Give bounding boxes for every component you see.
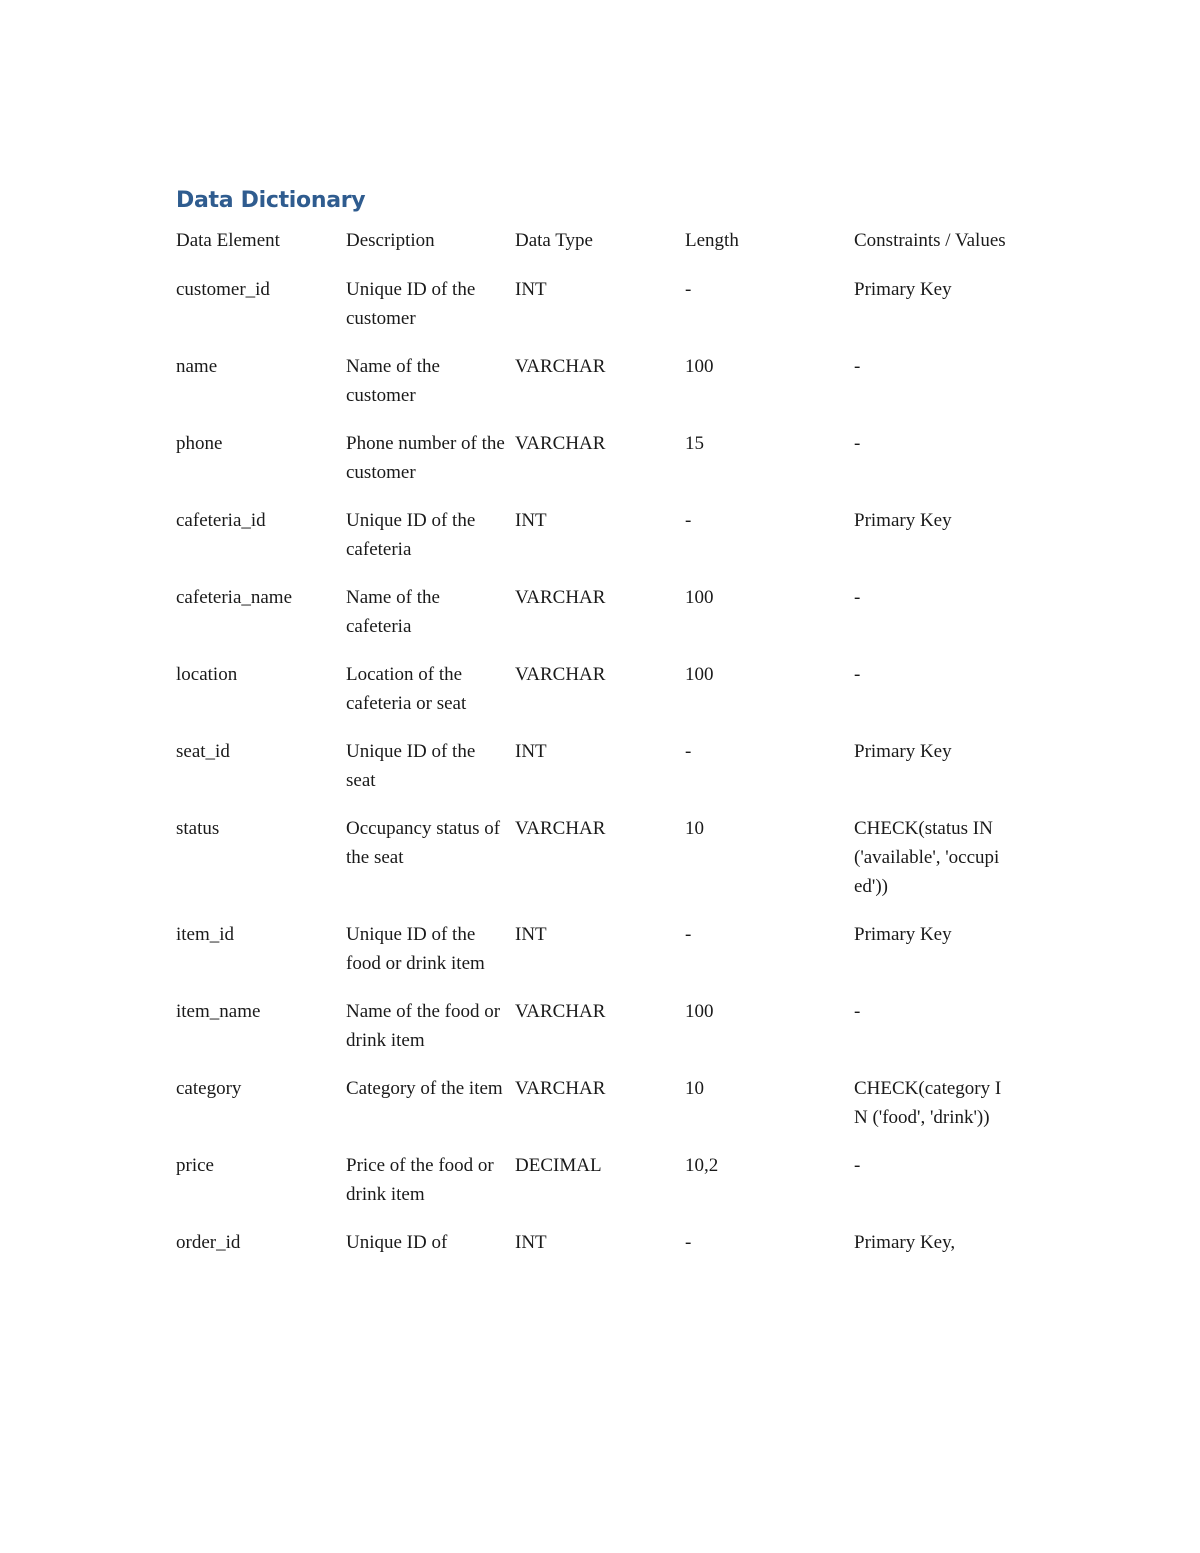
cell-data-type: VARCHAR bbox=[515, 1078, 606, 1099]
cell-description: Occupancy status of the seat bbox=[346, 818, 501, 868]
cell-data-type: INT bbox=[515, 1232, 547, 1253]
cell-data-element: phone bbox=[176, 433, 223, 454]
cell-data-element: cafeteria_id bbox=[176, 510, 266, 531]
cell-description: Unique ID of the cafeteria bbox=[346, 510, 476, 560]
table-row bbox=[176, 352, 1036, 410]
cell-data-type: INT bbox=[515, 924, 547, 945]
cell-data-type: INT bbox=[515, 279, 547, 300]
cell-data-element: customer_id bbox=[176, 279, 270, 300]
table-row bbox=[176, 737, 1036, 795]
cell-length: - bbox=[685, 1232, 692, 1253]
cell-length: 100 bbox=[685, 356, 714, 377]
cell-constraints: CHECK(status IN ('available', 'occupied')) bbox=[854, 818, 1000, 897]
cell-length: 10 bbox=[685, 1078, 704, 1099]
cell-constraints: Primary Key bbox=[854, 741, 952, 762]
cell-description: Unique ID of the food or drink item bbox=[346, 924, 485, 974]
cell-length: 100 bbox=[685, 1001, 714, 1022]
cell-data-element: item_id bbox=[176, 924, 235, 945]
cell-constraints: Primary Key bbox=[854, 924, 952, 945]
table-row bbox=[176, 1151, 1036, 1209]
cell-data-type: VARCHAR bbox=[515, 433, 606, 454]
table-row bbox=[176, 814, 1036, 901]
header-description: Description bbox=[346, 230, 435, 251]
cell-description: Unique ID of the seat bbox=[346, 741, 476, 791]
cell-constraints: Primary Key, bbox=[854, 1232, 956, 1253]
table-row bbox=[176, 920, 1036, 978]
cell-description: Unique ID of the customer bbox=[346, 279, 476, 329]
cell-data-type: DECIMAL bbox=[515, 1155, 602, 1176]
cell-length: - bbox=[685, 924, 692, 945]
cell-data-element: name bbox=[176, 356, 218, 377]
cell-length: 10 bbox=[685, 818, 704, 839]
table-row bbox=[176, 1228, 1036, 1257]
cell-length: 15 bbox=[685, 433, 704, 454]
cell-length: - bbox=[685, 741, 692, 762]
table-row bbox=[176, 275, 1036, 333]
cell-data-type: INT bbox=[515, 510, 547, 531]
cell-constraints: - bbox=[854, 1001, 861, 1022]
cell-data-type: INT bbox=[515, 741, 547, 762]
section-heading: Data Dictionary bbox=[176, 188, 366, 213]
cell-constraints: Primary Key bbox=[854, 510, 952, 531]
cell-data-element: item_name bbox=[176, 1001, 261, 1022]
cell-constraints: - bbox=[854, 587, 861, 608]
cell-data-type: VARCHAR bbox=[515, 664, 606, 685]
cell-constraints: Primary Key bbox=[854, 279, 952, 300]
cell-constraints: - bbox=[854, 433, 861, 454]
table-row bbox=[176, 997, 1036, 1055]
cell-data-element: location bbox=[176, 664, 238, 685]
cell-constraints: CHECK(category IN ('food', 'drink')) bbox=[854, 1078, 1002, 1128]
cell-data-element: category bbox=[176, 1078, 242, 1099]
cell-description: Unique ID of bbox=[346, 1232, 448, 1253]
header-length: Length bbox=[685, 230, 739, 251]
cell-length: 100 bbox=[685, 664, 714, 685]
cell-data-type: VARCHAR bbox=[515, 818, 606, 839]
cell-length: 100 bbox=[685, 587, 714, 608]
header-data-type: Data Type bbox=[515, 230, 593, 251]
cell-constraints: - bbox=[854, 356, 861, 377]
cell-description: Phone number of the customer bbox=[346, 433, 505, 483]
cell-constraints: - bbox=[854, 664, 861, 685]
cell-constraints: - bbox=[854, 1155, 861, 1176]
cell-data-type: VARCHAR bbox=[515, 356, 606, 377]
cell-data-element: status bbox=[176, 818, 220, 839]
cell-length: 10,2 bbox=[685, 1155, 719, 1176]
cell-data-type: VARCHAR bbox=[515, 587, 606, 608]
header-data-element: Data Element bbox=[176, 230, 280, 251]
cell-description: Price of the food or drink item bbox=[346, 1155, 494, 1205]
cell-description: Name of the cafeteria bbox=[346, 587, 440, 637]
cell-description: Name of the customer bbox=[346, 356, 440, 406]
cell-data-element: cafeteria_name bbox=[176, 587, 293, 608]
cell-length: - bbox=[685, 279, 692, 300]
table-row bbox=[176, 1074, 1036, 1132]
table-row bbox=[176, 506, 1036, 564]
cell-length: - bbox=[685, 510, 692, 531]
cell-description: Category of the item bbox=[346, 1078, 503, 1099]
table-header-row bbox=[176, 226, 1036, 255]
header-constraints: Constraints / Values bbox=[854, 230, 1006, 251]
cell-description: Location of the cafeteria or seat bbox=[346, 664, 467, 714]
table-row bbox=[176, 583, 1036, 641]
cell-data-element: order_id bbox=[176, 1232, 241, 1253]
cell-data-element: seat_id bbox=[176, 741, 230, 762]
cell-data-element: price bbox=[176, 1155, 214, 1176]
cell-description: Name of the food or drink item bbox=[346, 1001, 501, 1051]
cell-data-type: VARCHAR bbox=[515, 1001, 606, 1022]
table-row bbox=[176, 429, 1036, 487]
data-dictionary-table bbox=[176, 226, 1036, 1276]
table-row bbox=[176, 660, 1036, 718]
